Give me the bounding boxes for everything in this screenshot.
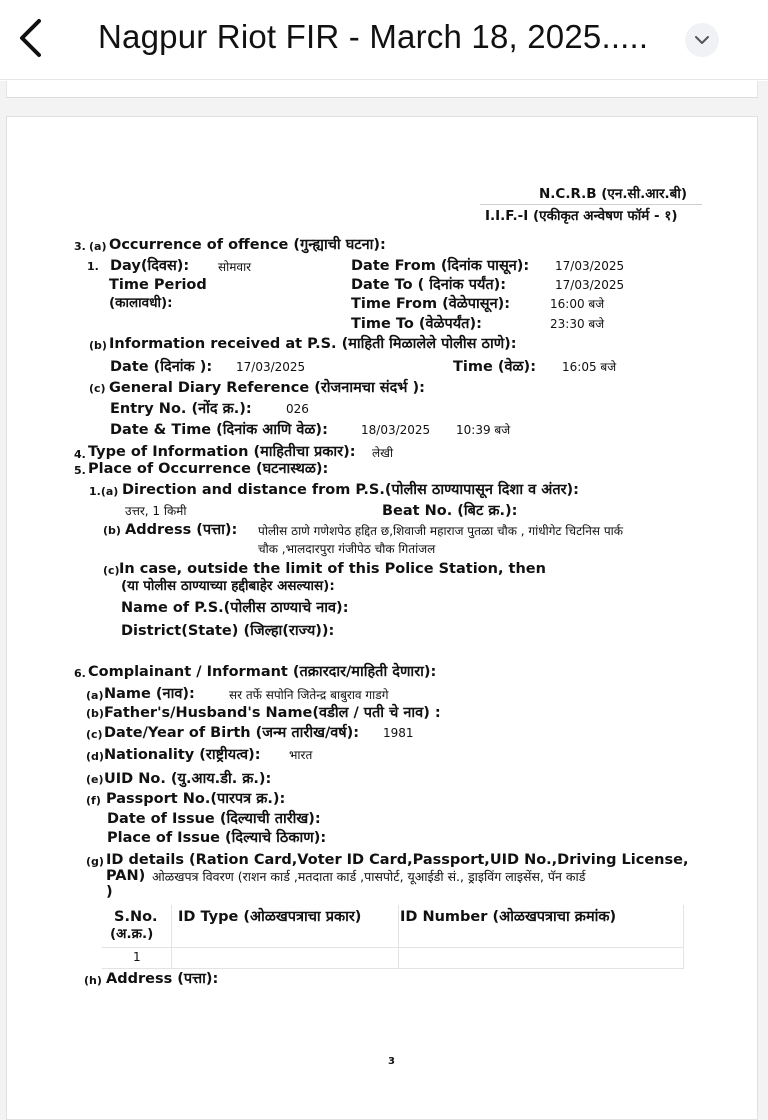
time-to-label: Time To (वेळेपर्यंत): <box>351 316 482 332</box>
ncrb-label: N.C.R.B (एन.सी.आर.बी) <box>539 186 688 202</box>
section-6b-label: (b) <box>86 707 104 720</box>
name-label: Name (नाव): <box>104 686 195 702</box>
father-husband-name-label: Father's/Husband's Name(वडील / पती चे नाव) : <box>104 705 441 721</box>
back-button[interactable] <box>8 12 52 64</box>
ps-name-label: Name of P.S.(पोलीस ठाण्याचे नाव): <box>121 600 349 616</box>
section-4-number: 4. <box>74 448 86 461</box>
section-5b-label: (b) <box>103 524 121 537</box>
section-5-number: 5. <box>74 464 86 477</box>
page-number: 3 <box>388 1056 395 1067</box>
id-details-line-3: ) <box>106 884 113 900</box>
info-received-title: Information received at P.S. (माहिती मिळालेले पोलीस ठाणे): <box>109 336 517 352</box>
table-header-sno-mr: (अ.क्र.) <box>110 926 154 942</box>
date-of-birth-value: 1981 <box>383 726 414 740</box>
address-label: Address (पत्ता): <box>125 522 238 538</box>
passport-no-label: Passport No.(पारपत्र क्र.): <box>106 791 286 807</box>
beat-no-label: Beat No. (बिट क्र.): <box>382 503 518 519</box>
complainant-title: Complainant / Informant (तक्रारदार/माहिती देणारा): <box>88 664 437 680</box>
entry-no-value: 026 <box>286 402 309 416</box>
date-from-value: 17/03/2025 <box>555 259 625 273</box>
document-title: Nagpur Riot FIR - March 18, 2025..... <box>98 18 649 55</box>
date-of-issue-label: Date of Issue (दिल्याची तारीख): <box>107 811 321 827</box>
day-label: Day(दिवस): <box>110 258 190 274</box>
type-of-info-value: लेखी <box>372 446 394 460</box>
entry-no-label: Entry No. (नोंद क्र.): <box>110 401 252 417</box>
time-to-value: 23:30 बजे <box>550 317 605 331</box>
section-5c-label: (c) <box>103 564 120 577</box>
iif-label: I.I.F.-I (एकीकृत अन्वेषण फॉर्म - १) <box>485 208 678 224</box>
section-3c-label: (c) <box>89 382 106 395</box>
section-6d-label: (d) <box>86 750 104 763</box>
section-6c-label: (c) <box>86 728 103 741</box>
table-row-divider <box>102 947 684 948</box>
section-6-number: 6. <box>74 667 86 680</box>
id-details-line-1: ID details (Ration Card,Voter ID Card,Passport,UID No.,Driving License, <box>106 852 689 868</box>
address-line-2: चौक ,भालदारपुरा गंजीपेठ चौक गितांजल <box>258 542 436 556</box>
section-6a-label: (a) <box>86 689 104 702</box>
outside-limit-title: In case, outside the limit of this Police Station, then <box>119 561 546 577</box>
date-to-label: Date To ( दिनांक पर्यंत): <box>351 277 507 293</box>
date-time-label: Date & Time (दिनांक आणि वेळ): <box>110 422 328 438</box>
app-header <box>0 0 768 80</box>
date-to-value: 17/03/2025 <box>555 278 625 292</box>
outside-limit-subtitle: (या पोलीस ठाण्याच्या हद्दीबाहेर असल्यास): <box>121 578 335 594</box>
table-header-id-number: ID Number (ओळखपत्राचा क्रमांक) <box>400 909 617 925</box>
section-3-number: 3. <box>74 240 86 253</box>
chevron-down-icon <box>694 35 710 45</box>
time-from-value: 16:00 बजे <box>550 297 605 311</box>
day-value: सोमवार <box>218 260 252 274</box>
address-line-1: पोलीस ठाणे गणेशपेठ हद्दित छ,शिवाजी महाराज पुतळा चौक , गांधीगेट चिटनिस पार्क <box>258 524 623 538</box>
general-diary-title: General Diary Reference (रोजनामचा संदर्भ ): <box>109 380 425 396</box>
header-divider <box>480 204 702 205</box>
complainant-address-label: Address (पत्ता): <box>106 971 219 987</box>
time-period-mr-label: (कालावधी): <box>109 295 173 311</box>
section-3a-label: (a) <box>89 240 107 253</box>
table-header-id-type: ID Type (ओळखपत्राचा प्रकार) <box>178 909 362 925</box>
date-from-label: Date From (दिनांक पासून): <box>351 258 530 274</box>
info-time-value: 16:05 बजे <box>562 360 617 374</box>
table-row-1-sno: 1 <box>133 950 141 964</box>
name-value: सर तर्फे सपोनि जितेन्द्र बाबुराव गाडगे <box>229 688 389 702</box>
date-time-time: 10:39 बजे <box>456 423 511 437</box>
info-date-label: Date (दिनांक ): <box>110 359 213 375</box>
time-from-label: Time From (वेळेपासून): <box>351 296 511 312</box>
expand-title-button[interactable] <box>685 23 719 57</box>
table-bottom-border <box>102 968 684 969</box>
chevron-left-icon <box>17 18 43 58</box>
date-of-birth-label: Date/Year of Birth (जन्म तारीख/वर्ष): <box>104 725 360 741</box>
district-state-label: District(State) (जिल्हा(राज्य)): <box>121 623 335 639</box>
occurrence-title: Occurrence of offence (गुन्ह्याची घटना): <box>109 237 386 253</box>
table-header-sno: S.No. <box>114 909 158 925</box>
id-details-line-2: ओळखपत्र विवरण (राशन कार्ड ,मतदाता कार्ड ,पासपोर्ट, यूआईडी सं., ड्राइविंग लाइसेंस, पॅन कार्ड <box>152 869 586 884</box>
section-6g-label: (g) <box>86 855 104 868</box>
section-5-1a-label: 1.(a) <box>89 485 119 498</box>
section-3b-label: (b) <box>89 339 107 352</box>
time-period-label: Time Period <box>109 277 207 293</box>
type-of-info-label: Type of Information (माहितीचा प्रकार): <box>88 444 356 460</box>
uid-no-label: UID No. (यु.आय.डी. क्र.): <box>104 771 272 787</box>
date-time-value: 18/03/2025 <box>361 423 431 437</box>
section-6e-label: (e) <box>86 773 104 786</box>
place-of-issue-label: Place of Issue (दिल्याचे ठिकाण): <box>107 830 327 846</box>
nationality-label: Nationality (राष्ट्रीयत्व): <box>104 747 261 763</box>
info-date-value: 17/03/2025 <box>236 360 306 374</box>
direction-distance-value: उत्तर, 1 किमी <box>125 504 187 518</box>
id-details-line-2-bold: PAN) <box>106 868 146 884</box>
place-of-occurrence-title: Place of Occurrence (घटनास्थळ): <box>88 461 329 477</box>
nationality-value: भारत <box>289 748 313 762</box>
section-6h-label: (h) <box>84 974 102 987</box>
item-1-number: 1. <box>87 260 99 273</box>
previous-page-edge <box>6 81 758 98</box>
section-6f-label: (f) <box>86 794 101 807</box>
direction-distance-title: Direction and distance from P.S.(पोलीस ठाण्यापासून दिशा व अंतर): <box>122 482 579 498</box>
info-time-label: Time (वेळ): <box>453 359 536 375</box>
